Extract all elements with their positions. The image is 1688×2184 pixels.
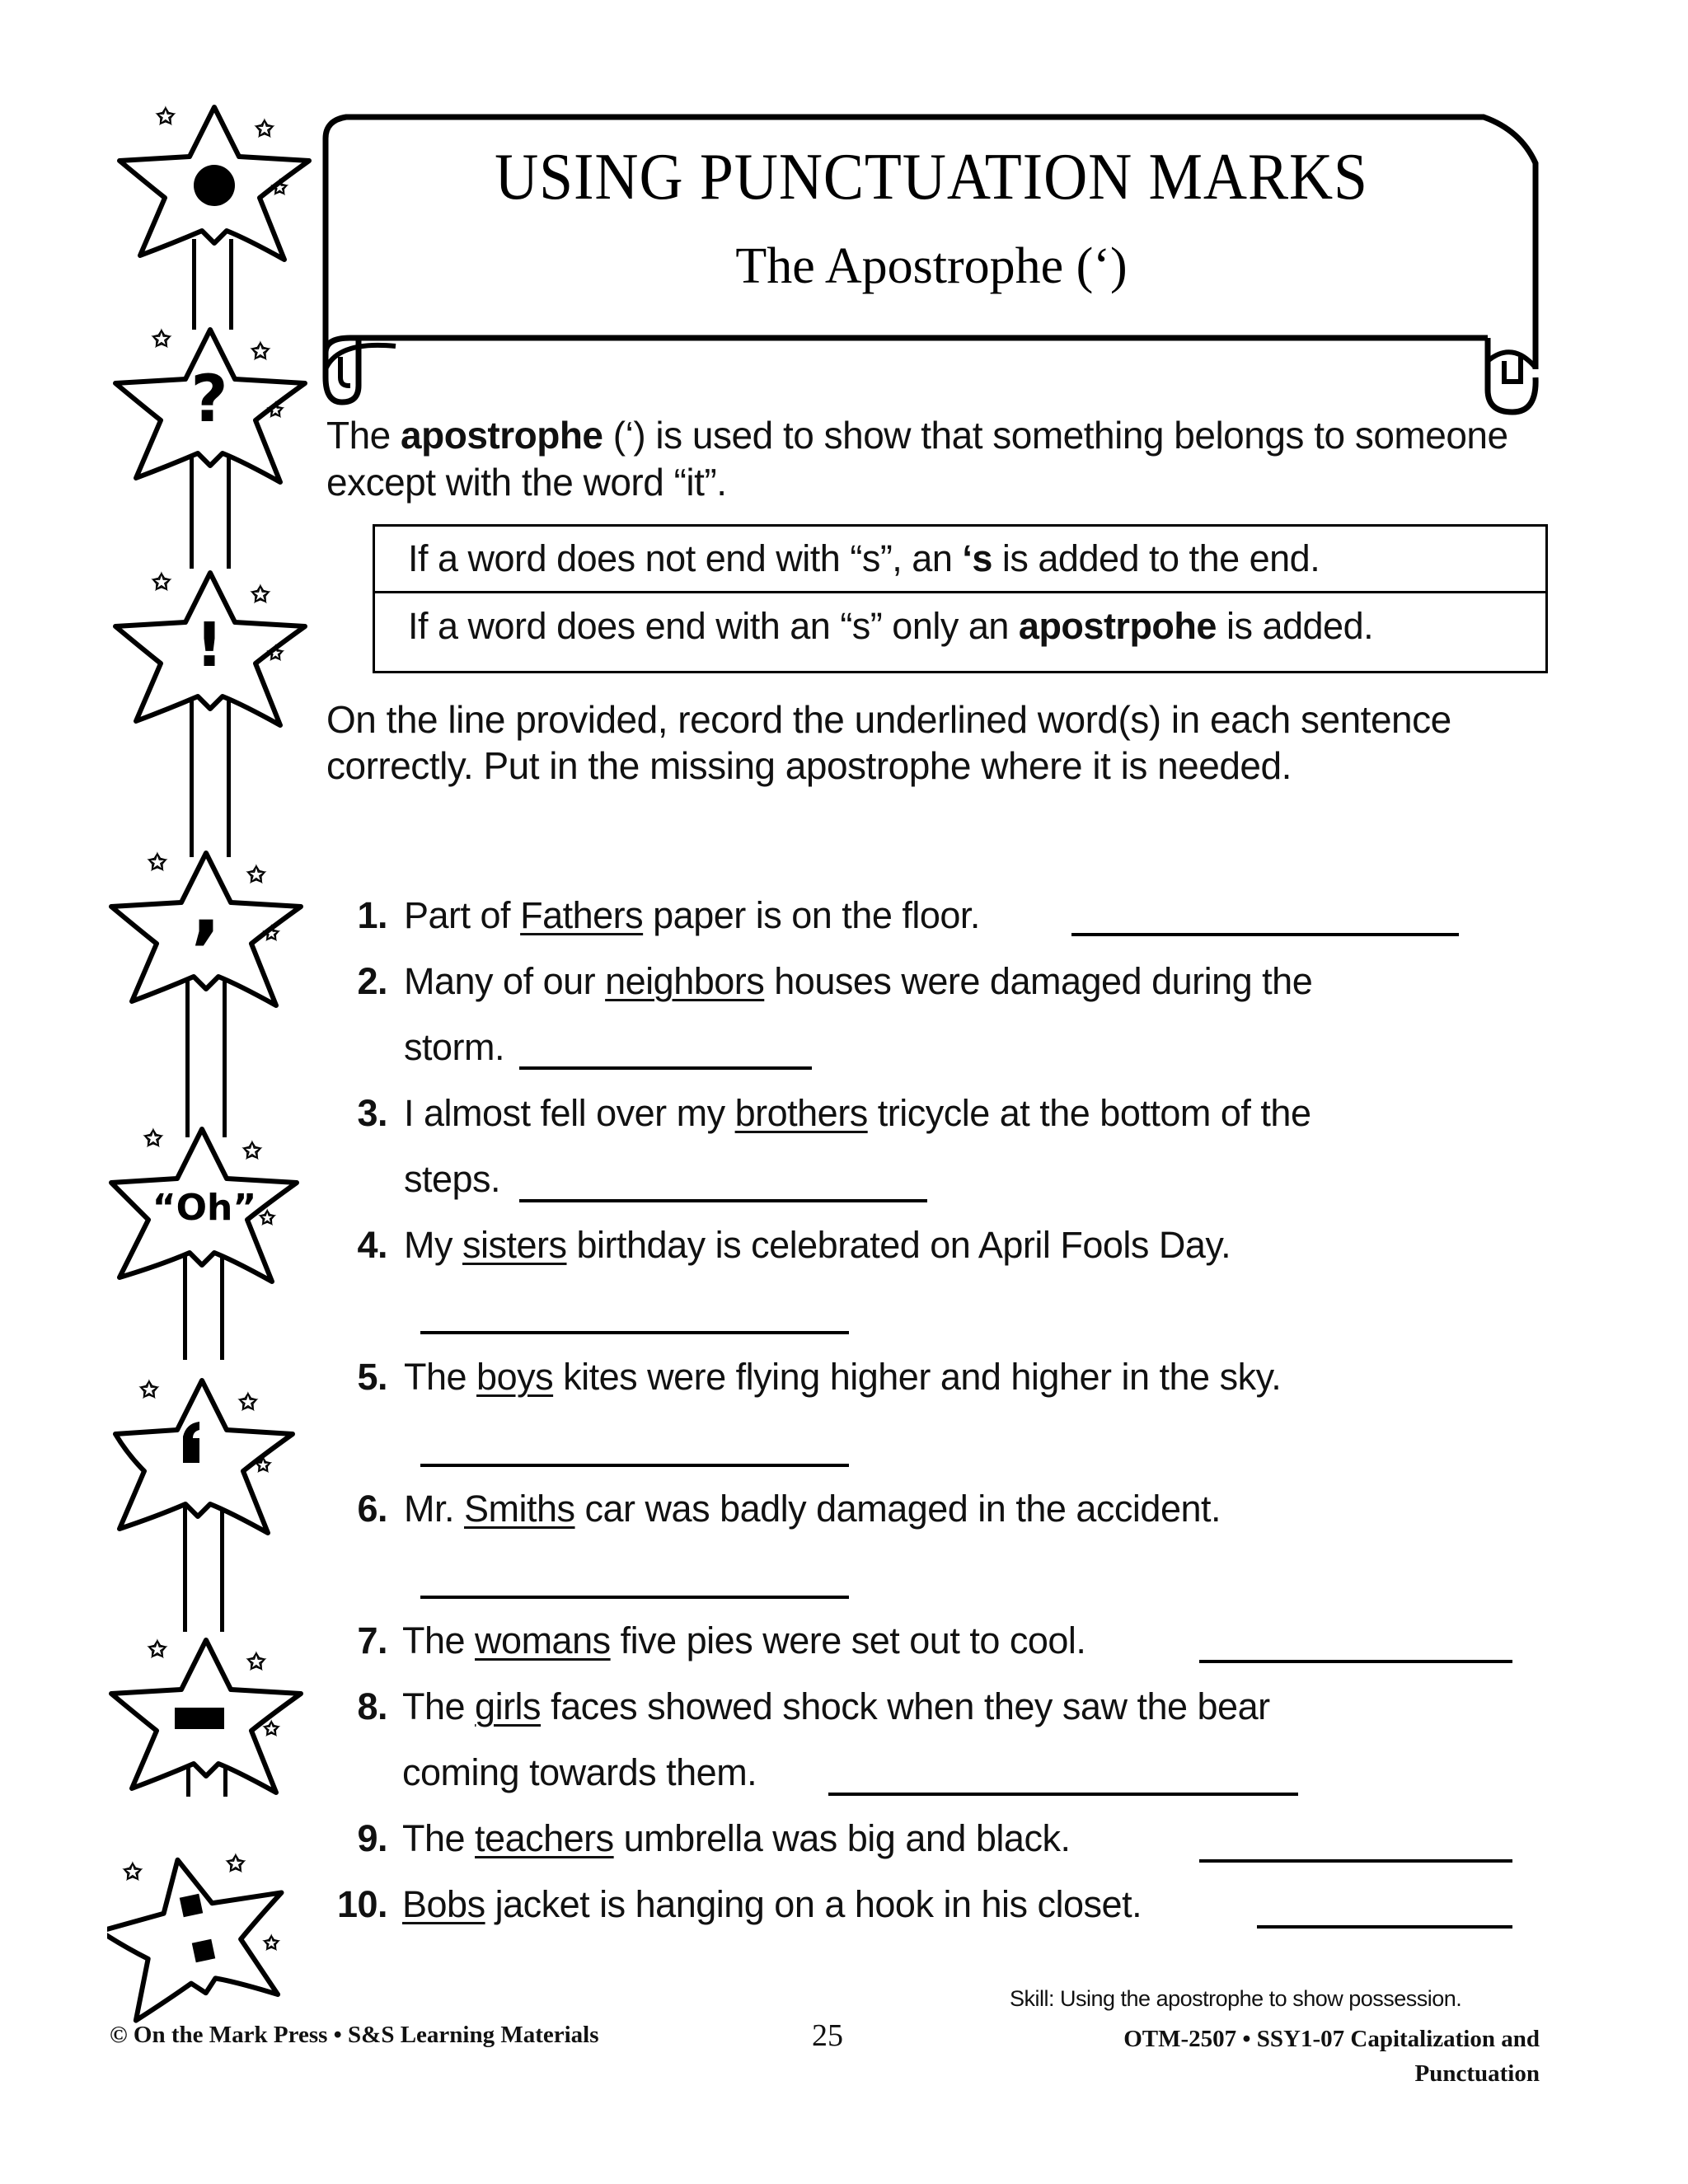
exclamation-mark-glyph: !: [195, 610, 223, 681]
question-number: 6.: [357, 1488, 387, 1530]
text: Part of: [404, 894, 521, 936]
underlined-word: womans: [475, 1619, 611, 1661]
page-subtitle: The Apostrophe (‘): [735, 238, 1128, 294]
question-number: 8.: [357, 1685, 387, 1727]
rule-row: [375, 527, 1545, 591]
page-number: 25: [812, 2018, 843, 2053]
svg-text:✩: ✩: [239, 1390, 257, 1414]
underlined-word: boys: [476, 1356, 554, 1398]
text: car was badly damaged in the accident.: [574, 1488, 1221, 1530]
svg-text:✩: ✩: [268, 643, 284, 663]
underlined-word: Bobs: [402, 1883, 485, 1925]
question-continuation: [404, 1156, 500, 1202]
star-comma-icon: [107, 845, 321, 1076]
answer-line-4[interactable]: [420, 1331, 849, 1334]
text: coming towards them.: [402, 1751, 757, 1793]
text: The: [402, 1619, 476, 1661]
svg-text:✩: ✩: [243, 1138, 261, 1163]
underlined-word: teachers: [475, 1817, 614, 1859]
text: storm.: [404, 1026, 505, 1068]
answer-line-5[interactable]: [420, 1464, 849, 1467]
question-text: [404, 1486, 1221, 1532]
question-text: [404, 893, 980, 939]
question-continuation: [402, 1750, 757, 1796]
product-code-line2: Punctuation: [1414, 2060, 1540, 2087]
question-text: [402, 1684, 1270, 1730]
question-text: [404, 958, 1312, 1005]
star-period-icon: [107, 99, 321, 330]
directions-paragraph: On the line provided, record the underlined word(s) in each sentence correctly. Put in the missing apostrophe where it is needed.: [326, 698, 1451, 787]
svg-text:✩: ✩: [144, 1126, 162, 1151]
question-number: 9.: [357, 1817, 387, 1859]
text: I almost fell over my: [404, 1092, 735, 1134]
question-number: 7.: [357, 1619, 387, 1661]
svg-text:✩: ✩: [264, 1933, 279, 1953]
text: five pies were set out to cool.: [610, 1619, 1086, 1661]
svg-text:✩: ✩: [272, 177, 288, 198]
svg-text:✩: ✩: [251, 339, 270, 363]
intro-paragraph: [326, 412, 1546, 506]
question-text: [402, 1816, 1070, 1862]
rule-text: If a word does not end with “s”, an: [408, 537, 963, 579]
rule-row: [375, 591, 1545, 671]
underlined-word: sisters: [462, 1224, 567, 1266]
answer-line-1[interactable]: [1071, 933, 1459, 936]
question-text: [404, 1222, 1231, 1268]
rule-text: is added to the end.: [992, 537, 1320, 579]
answer-line-3[interactable]: [519, 1199, 927, 1202]
text: The: [402, 1817, 476, 1859]
question-mark-glyph: ?: [190, 363, 228, 437]
text: tricycle at the bottom of the: [867, 1092, 1311, 1134]
text: steps.: [404, 1158, 501, 1200]
svg-text:✩: ✩: [148, 1637, 166, 1661]
svg-text:✩: ✩: [268, 400, 284, 420]
page-title: USING PUNCTUATION MARKS: [495, 141, 1368, 213]
text: Mr.: [404, 1488, 464, 1530]
question-continuation: [404, 1024, 504, 1071]
svg-text:✩: ✩: [251, 582, 270, 607]
text: The: [404, 1356, 477, 1398]
question-number: 1.: [357, 894, 387, 936]
svg-text:✩: ✩: [264, 1718, 279, 1739]
question-text: [402, 1882, 1142, 1928]
rule-bold: apostrpohe: [1018, 605, 1217, 647]
star-question-mark-icon: [107, 321, 321, 552]
underlined-word: brothers: [734, 1092, 868, 1134]
underlined-word: neighbors: [605, 960, 765, 1002]
question-text: [402, 1618, 1085, 1664]
underlined-word: Fathers: [520, 894, 644, 936]
product-code: [963, 2022, 1540, 2091]
question-number: 3.: [357, 1092, 387, 1134]
answer-line-8[interactable]: [828, 1793, 1298, 1796]
rule-text: If a word does end with an “s” only an: [408, 605, 1019, 647]
svg-text:✩: ✩: [148, 850, 166, 874]
question-number: 10.: [336, 1883, 387, 1925]
star-quotation-marks-icon: [107, 1121, 321, 1352]
svg-text:✩: ✩: [247, 1649, 265, 1674]
underlined-word: girls: [475, 1685, 542, 1727]
product-code-line1: OTM-2507 • SSY1-07 Capitalization and: [1123, 2026, 1540, 2052]
question-number: 4.: [357, 1224, 387, 1266]
rules-box: [373, 524, 1548, 673]
svg-text:✩: ✩: [124, 1859, 142, 1884]
star-dash-icon: [107, 1632, 321, 1863]
decorative-star-border: [107, 82, 321, 2011]
svg-text:✩: ✩: [227, 1851, 245, 1876]
svg-text:✩: ✩: [260, 1207, 275, 1228]
oh-glyph: “Oh”: [152, 1187, 257, 1229]
rule-bold: ‘s: [962, 537, 992, 579]
intro-text: The: [326, 414, 401, 457]
svg-text:✩: ✩: [247, 862, 265, 887]
text: faces showed shock when they saw the bear: [541, 1685, 1270, 1727]
text: paper is on the floor.: [643, 894, 980, 936]
question-number: 5.: [357, 1356, 387, 1398]
rule-text: is added.: [1216, 605, 1374, 647]
answer-line-6[interactable]: [420, 1596, 849, 1599]
answer-line-9[interactable]: [1199, 1859, 1512, 1863]
intro-bold-term: apostrophe: [401, 414, 603, 457]
comma-glyph: ,: [190, 861, 222, 954]
question-number: 2.: [357, 960, 387, 1002]
intro-text: (‘) is used to show that something belongs to someone except with the word “it”.: [326, 414, 1508, 504]
svg-text:✩: ✩: [264, 923, 279, 944]
svg-text:✩: ✩: [140, 1377, 158, 1402]
text: Many of our: [404, 960, 606, 1002]
answer-line-7[interactable]: [1199, 1660, 1512, 1663]
skill-note: Skill: Using the apostrophe to show possession.: [1010, 1986, 1462, 2011]
svg-text:✩: ✩: [157, 104, 175, 129]
svg-text:✩: ✩: [256, 1455, 271, 1475]
svg-text:✩: ✩: [256, 116, 274, 141]
text: My: [404, 1224, 462, 1266]
title-banner-scroll: [317, 105, 1545, 427]
publisher-credit: © On the Mark Press • S&S Learning Materials: [110, 2022, 599, 2048]
svg-text:✩: ✩: [152, 326, 171, 351]
text: birthday is celebrated on April Fools Day.: [566, 1224, 1231, 1266]
text: The: [402, 1685, 476, 1727]
answer-line-10[interactable]: [1257, 1925, 1512, 1929]
text: umbrella was big and black.: [613, 1817, 1071, 1859]
text: jacket is hanging on a hook in his closet.: [485, 1883, 1142, 1925]
question-text: [404, 1090, 1311, 1137]
text: kites were flying higher and higher in the sky.: [553, 1356, 1282, 1398]
svg-text:✩: ✩: [152, 569, 171, 594]
star-exclamation-mark-icon: [107, 565, 321, 795]
text: houses were damaged during the: [764, 960, 1313, 1002]
star-apostrophe-icon: [107, 1372, 321, 1603]
question-text: [404, 1354, 1281, 1400]
answer-line-2[interactable]: [519, 1066, 812, 1070]
underlined-word: Smiths: [464, 1488, 575, 1530]
